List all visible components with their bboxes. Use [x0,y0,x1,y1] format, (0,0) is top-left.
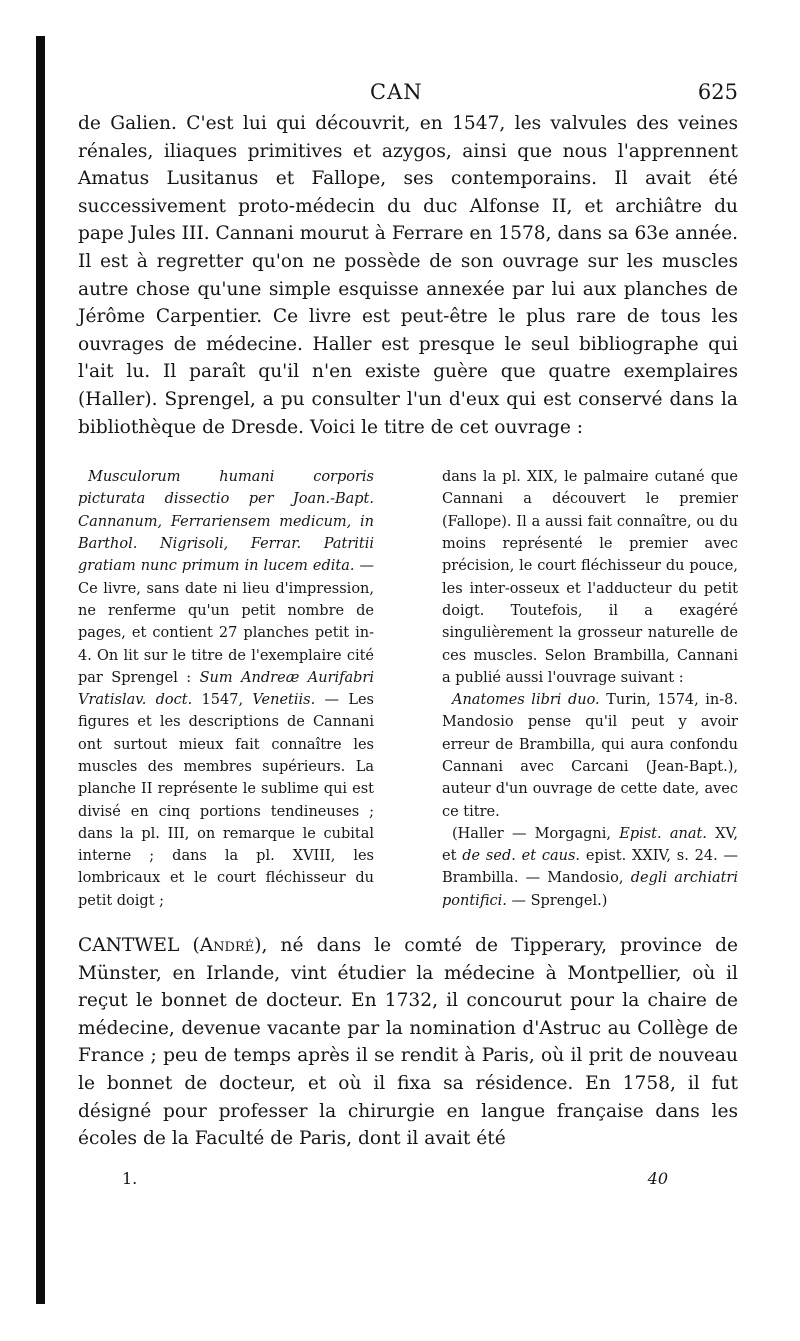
right-body-2: Turin, 1574, in-8. Mandosio pense qu'il peut y avoir erreur de Brambilla, qui aura confondu Cannani avec Carcani (Jean-Bapt.), auteur d'un ouvrage de cette date, avec ce titre. [442,692,738,820]
page-number: 625 [697,80,738,104]
leaf-number: 40 [647,1168,668,1188]
entry-firstname: André [199,935,255,957]
book-page [78,76,738,1197]
right-column-text [442,466,738,689]
scan-edge-bar [36,36,45,1304]
right-column-text-2 [442,689,738,823]
right-body-1: dans la pl. XIX, le palmaire cutané que Cannani a découvert le premier (Fallope). Il a aussi fait connaître, ou du moins représenté le premier avec précision, le court fléchisseur du pouce, les inter-osseux et l'adducteur du petit doigt. Toutefois, il a exagéré singulièrement la grosseur naturelle de ces muscles. Selon Brambilla, Cannani a publié aussi l'ouvrage suivant : [442,469,738,686]
left-body-2: — Les figures et les descriptions de Cannani ont surtout mieux fait connaître les muscles des membres supérieurs. La planche II représente le sublime qui est divisé en cinq portions tendineuses ; dans la pl. III, on remarque le cubital interne ; dans la pl. XVIII, les lombricaux et le court fléchisseur du petit doigt ; [78,692,374,909]
running-head: CAN [370,80,423,104]
entry-paren-open: ( [192,935,200,957]
entry-paren-close: ), [254,935,268,957]
ref-degli: degli archiatri pontifici. [442,870,739,909]
two-column-section [78,466,738,912]
ref-open: (Haller — Morgagni, [452,825,611,842]
ref-close: — Sprengel.) [511,892,608,909]
left-column-text [78,466,374,912]
right-column [442,466,738,912]
intro-paragraph: de Galien. C'est lui qui découvrit, en 1547, les valvules des veines rénales, iliaques primitives et azygos, ainsi que nous l'apprennent Amatus Lusitanus et Fallope, ses contemporains. Il avait été successivement proto-médecin du duc Alfonse II, et archiâtre du pape Jules III. Cannani mourut à Ferrare en 1578, dans sa 63e année. Il est à regretter qu'on ne possède de son ouvrage sur les muscles autre chose qu'une simple esquisse annexée par lui aux planches de Jérôme Carpentier. Ce livre est peut-être le plus rare de tous les ouvrages de médecine. Haller est presque le seul bibliographe qui l'ait lu. Il paraît qu'il n'en existe guère que quatre exemplaires (Haller). Sprengel, a pu consulter l'un d'eux qui est conservé dans la bibliothèque de Dresde. Voici le titre de cet ouvrage : [78,113,738,438]
inscription-place: Venetiis. [252,692,316,709]
page-header [78,76,738,110]
ref-mid-2: epist. XXIV, s. 24. — Brambilla. — Mandosio, [442,848,739,887]
ref-mid-1: XV, et [442,825,739,865]
anatomes-title: Anatomes libri duo. [452,692,600,709]
references [442,823,738,912]
page-footer [78,1169,738,1197]
ref-epist: Epist. anat. [619,825,707,842]
left-body-1: — Ce livre, sans date ni lieu d'impression, ne renferme qu'un petit nombre de pages, et contient 27 planches petit in-4. On lit sur le titre de l'exemplaire cité par Sprengel : [78,558,374,686]
book-title: Musculorum humani corporis picturata dissectio per Joan.-Bapt. Cannanum, Ferrariensem medicum, in Barthol. Nigrisoli, Ferrar. Patritii gratiam nunc primum in lucem edita. [78,469,374,575]
ref-desed: de sed. et caus. [462,848,581,865]
entry-headword: CANTWEL [78,935,180,957]
left-column [78,466,374,912]
entry-text: né dans le comté de Tipperary, province de Münster, en Irlande, vint étudier la médecine à Montpellier, où il reçut le bonnet de docteur. En 1732, il concourut pour la chaire de médecine, devenue vacante par la nomination d'Astruc au Collège de France ; peu de temps après il se rendit à Paris, où il prit de nouveau le bonnet de docteur, et où il fixa sa résidence. En 1758, il fut désigné pour professer la chirurgie en langue française dans les écoles de la Faculté de Paris, dont il avait été [78,935,738,1150]
inscription-year: 1547, [201,692,244,709]
owner-inscription: Sum Andreæ Aurifabri Vratislav. doct. [78,669,374,709]
signature-mark: 1. [122,1168,138,1188]
cantwel-entry [78,932,738,1153]
